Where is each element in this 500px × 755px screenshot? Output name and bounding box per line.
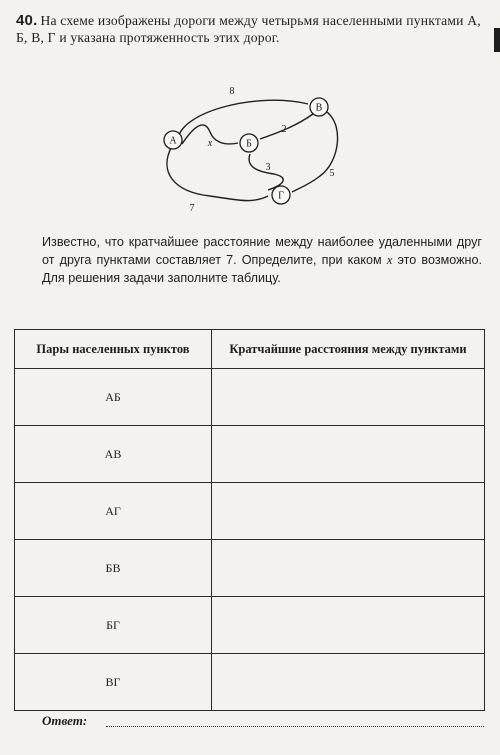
problem-statement [16,12,486,46]
pair-cell: АВ [15,426,212,483]
road-diagram [150,80,350,220]
road-b-v [260,114,313,139]
table-row [15,654,485,711]
table-row [15,426,485,483]
node-g-label: Г [278,190,284,202]
margin-tab [494,28,500,52]
distance-cell[interactable] [212,369,485,426]
distance-cell[interactable] [212,597,485,654]
distance-cell[interactable] [212,540,485,597]
node-a-label: А [169,135,177,147]
node-g [272,186,290,204]
problem-number: 40. [16,12,38,29]
condition-text-2: это возможно. Для решения задачи заполните таблицу. [42,253,482,285]
edge-label-bv: 2 [281,124,287,135]
condition-text-1: Известно, что кратчайшее расстояние между наиболее удаленными друг от друга пунктами составляет 7. Определите, при каком [42,235,482,267]
distance-cell[interactable] [212,654,485,711]
node-v-label: В [315,102,323,114]
table-row [15,597,485,654]
distances-table [14,329,485,711]
edge-label-av: 8 [229,86,235,97]
road-a-g [167,146,268,201]
table-header-row [15,330,485,369]
problem-text: На схеме изображены дороги между четырьмя населенными пунктами А, Б, В, Г и указана протяженность этих дорог. [16,13,481,45]
node-a [164,131,182,149]
answer-label: Ответ: [42,713,88,728]
node-v [310,98,328,116]
distance-cell[interactable] [212,426,485,483]
pair-cell: АБ [15,369,212,426]
node-b [240,134,258,152]
pair-cell: БВ [15,540,212,597]
edge-label-ag: 7 [189,203,195,214]
condition-paragraph [42,233,482,287]
table-row [15,369,485,426]
edge-label-ab: x [207,138,213,149]
header-pairs: Пары населенных пунктов [15,330,212,369]
answer-field[interactable] [106,726,484,727]
condition-variable-x: x [386,253,393,267]
table-row [15,540,485,597]
pair-cell: АГ [15,483,212,540]
road-a-v [178,100,308,138]
edge-label-bg: 3 [265,162,271,173]
pair-cell: ВГ [15,654,212,711]
table-row [15,483,485,540]
node-b-label: Б [246,138,252,150]
distance-cell[interactable] [212,483,485,540]
edge-label-vg: 5 [329,168,335,179]
pair-cell: БГ [15,597,212,654]
header-distances: Кратчайшие расстояния между пунктами [212,330,485,369]
